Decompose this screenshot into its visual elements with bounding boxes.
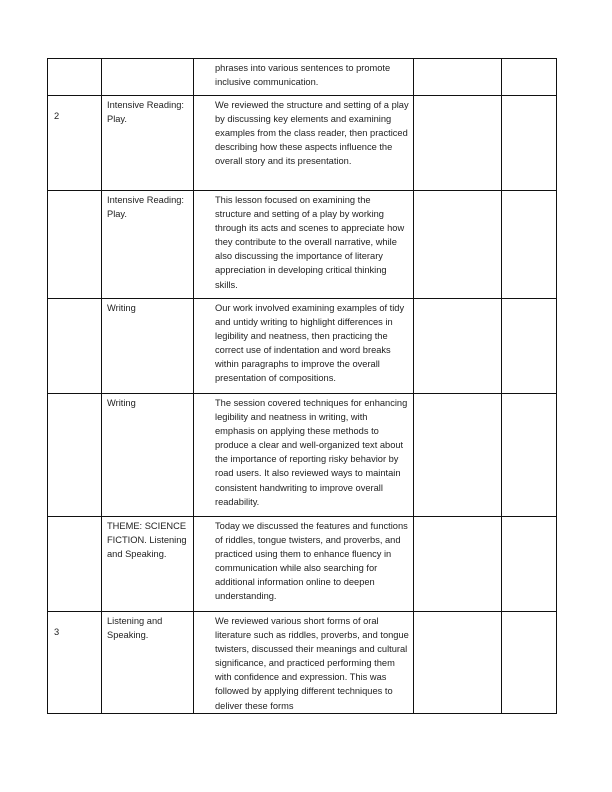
week-cell [48,299,102,394]
table-row [48,299,557,394]
week-cell [48,96,102,191]
topic-cell: THEME: SCIENCE FICTION. Listening and Speaking. [102,517,194,612]
topic-cell: Writing [102,299,194,394]
table-row [48,517,557,612]
table-row [48,96,557,191]
description-cell: This lesson focused on examining the structure and setting of a play by working through its acts and scenes to appreciate how they contribute to the overall narrative, while also discussing the importance of literary appreciation in developing critical thinking skills. [194,191,414,299]
description-cell: Today we discussed the features and functions of riddles, tongue twisters, and proverbs, and practiced using them to enhance fluency in communication while also searching for additional information online to deepen understanding. [194,517,414,612]
table-row [48,612,557,714]
table-row [48,191,557,299]
description-cell: We reviewed the structure and setting of a play by discussing key elements and examining examples from the class reader, then practiced describing how these aspects influence the overall story and its presentation. [194,96,414,191]
empty-cell [414,612,502,714]
empty-cell [414,517,502,612]
description-cell: We reviewed various short forms of oral literature such as riddles, proverbs, and tongue twisters, discussed their meanings and cultural significance, and practiced performing them with confidence and expression. This was followed by applying different techniques to deliver these forms [194,612,414,714]
lesson-table [47,58,557,714]
empty-cell [414,394,502,517]
table-row [48,59,557,96]
table-row [48,394,557,517]
description-cell: Our work involved examining examples of tidy and untidy writing to highlight differences in legibility and neatness, then practicing the correct use of indentation and word breaks within paragraphs to improve the overall presentation of compositions. [194,299,414,394]
description-cell: The session covered techniques for enhancing legibility and neatness in writing, with emphasis on applying these methods to produce a clear and well-organized text about the importance of reporting risky behavior by road users. It also reviewed ways to maintain consistent handwriting to improve overall readability. [194,394,414,517]
topic-cell: Intensive Reading: Play. [102,191,194,299]
description-cell: phrases into various sentences to promote inclusive communication. [194,59,414,96]
week-cell [48,191,102,299]
empty-cell [414,299,502,394]
empty-cell [414,191,502,299]
week-cell [48,517,102,612]
empty-cell [502,612,557,714]
topic-cell: Writing [102,394,194,517]
empty-cell [414,96,502,191]
empty-cell [502,191,557,299]
topic-cell: Intensive Reading: Play. [102,96,194,191]
empty-cell [414,59,502,96]
week-cell [48,59,102,96]
empty-cell [502,59,557,96]
week-cell [48,612,102,714]
week-cell [48,394,102,517]
empty-cell [502,96,557,191]
topic-cell [102,59,194,96]
empty-cell [502,517,557,612]
topic-cell: Listening and Speaking. [102,612,194,714]
week-number: 2 [54,111,60,121]
empty-cell [502,299,557,394]
empty-cell [502,394,557,517]
week-number: 3 [54,627,60,637]
